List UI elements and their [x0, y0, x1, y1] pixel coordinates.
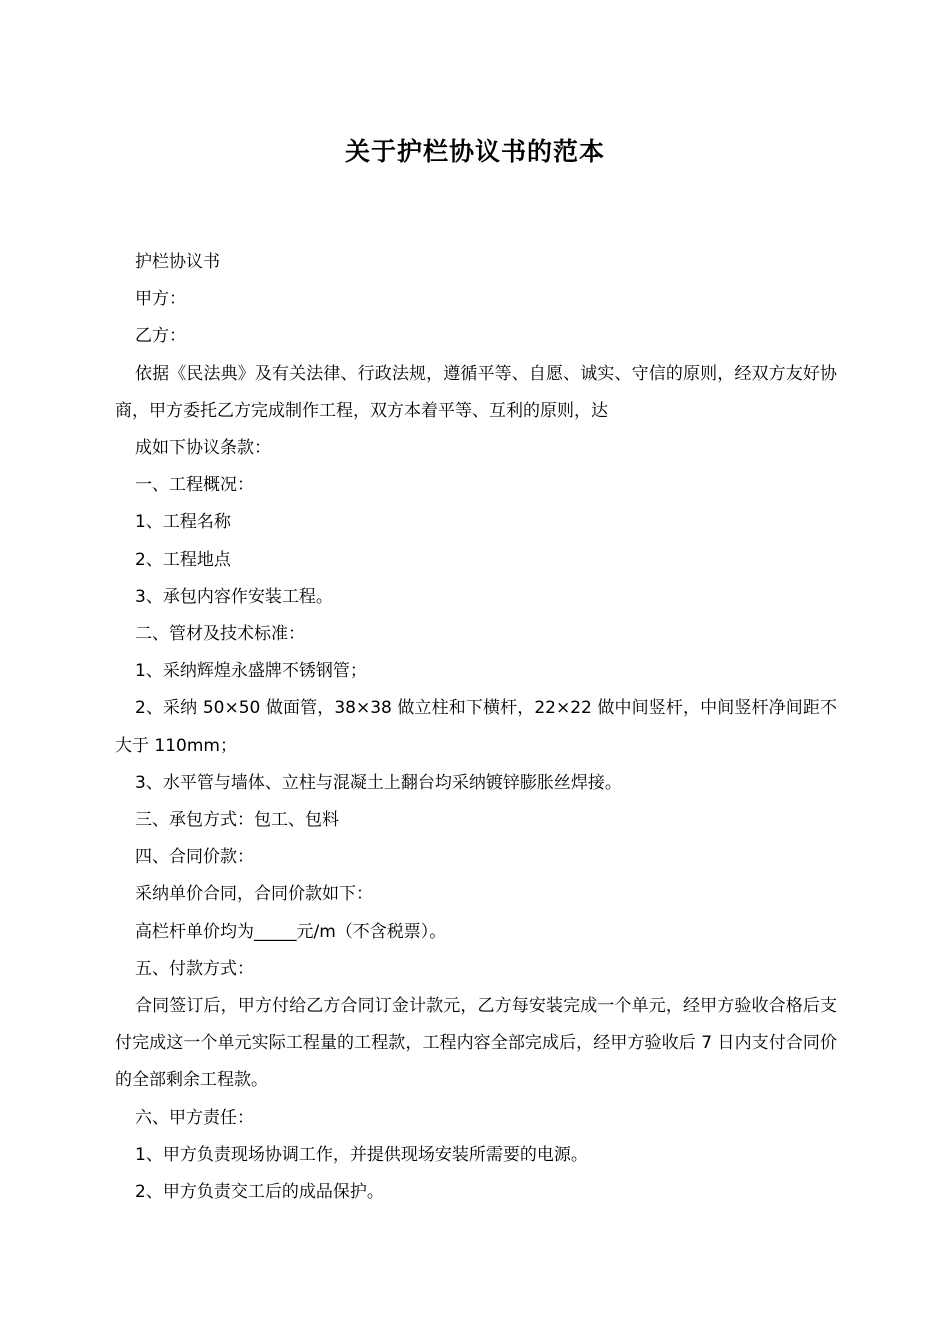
list-item: 2、甲方负责交工后的成品保护。	[135, 1182, 384, 1203]
section-heading-1: 一、工程概况：	[135, 475, 254, 496]
paragraph-payment-terms: 合同签订后，甲方付给乙方合同订金计款元，乙方每安装完成一个单元，经甲方验收合格后支付完成这一个单元实际工程量的工程款，工程内容全部完成后，经甲方验收后 7 日内支付合同价的全部剩余工程款。	[115, 996, 837, 1091]
section-heading-4: 四、合同价款：	[135, 847, 254, 868]
list-item: 3、水平管与墙体、立柱与混凝土上翻台均采纳镀锌膨胀丝焊接。	[135, 772, 622, 793]
document-title: 关于护栏协议书的范本	[344, 137, 605, 166]
list-item: 1、甲方负责现场协调工作，并提供现场安装所需要的电源。	[135, 1144, 588, 1165]
list-item: 3、承包内容作安装工程。	[135, 586, 333, 607]
list-item: 2、采纳 50×50 做面管，38×38 做立柱和下横杆，22×22 做中间竖杆，中间竖杆净间距不大于 110mm；	[115, 698, 837, 756]
section-heading-2: 二、管材及技术标准：	[135, 624, 305, 645]
paragraph-heading: 护栏协议书	[135, 252, 220, 272]
section-heading-6: 六、甲方责任：	[135, 1107, 254, 1128]
list-item: 2、工程地点	[135, 549, 231, 570]
section-heading-3: 三、承包方式：包工、包料	[135, 810, 339, 831]
paragraph-party-b: 乙方：	[135, 326, 186, 347]
section-heading-5: 五、付款方式：	[135, 958, 254, 979]
list-item: 1、工程名称	[135, 512, 231, 533]
paragraph-preamble-end: 成如下协议条款：	[135, 438, 271, 459]
document-body	[115, 244, 837, 1211]
paragraph-preamble: 依据《民法典》及有关法律、行政法规，遵循平等、自愿、诚实、守信的原则，经双方友好协商，甲方委托乙方完成制作工程，双方本着平等、互利的原则，达	[115, 363, 837, 421]
paragraph-price-type: 采纳单价合同，合同价款如下：	[135, 884, 373, 905]
list-item: 1、采纳辉煌永盛牌不锈钢管；	[135, 661, 367, 682]
paragraph-unit-price: 高栏杆单价均为_____元/m（不含税票）。	[135, 921, 447, 942]
paragraph-party-a: 甲方：	[135, 289, 186, 310]
